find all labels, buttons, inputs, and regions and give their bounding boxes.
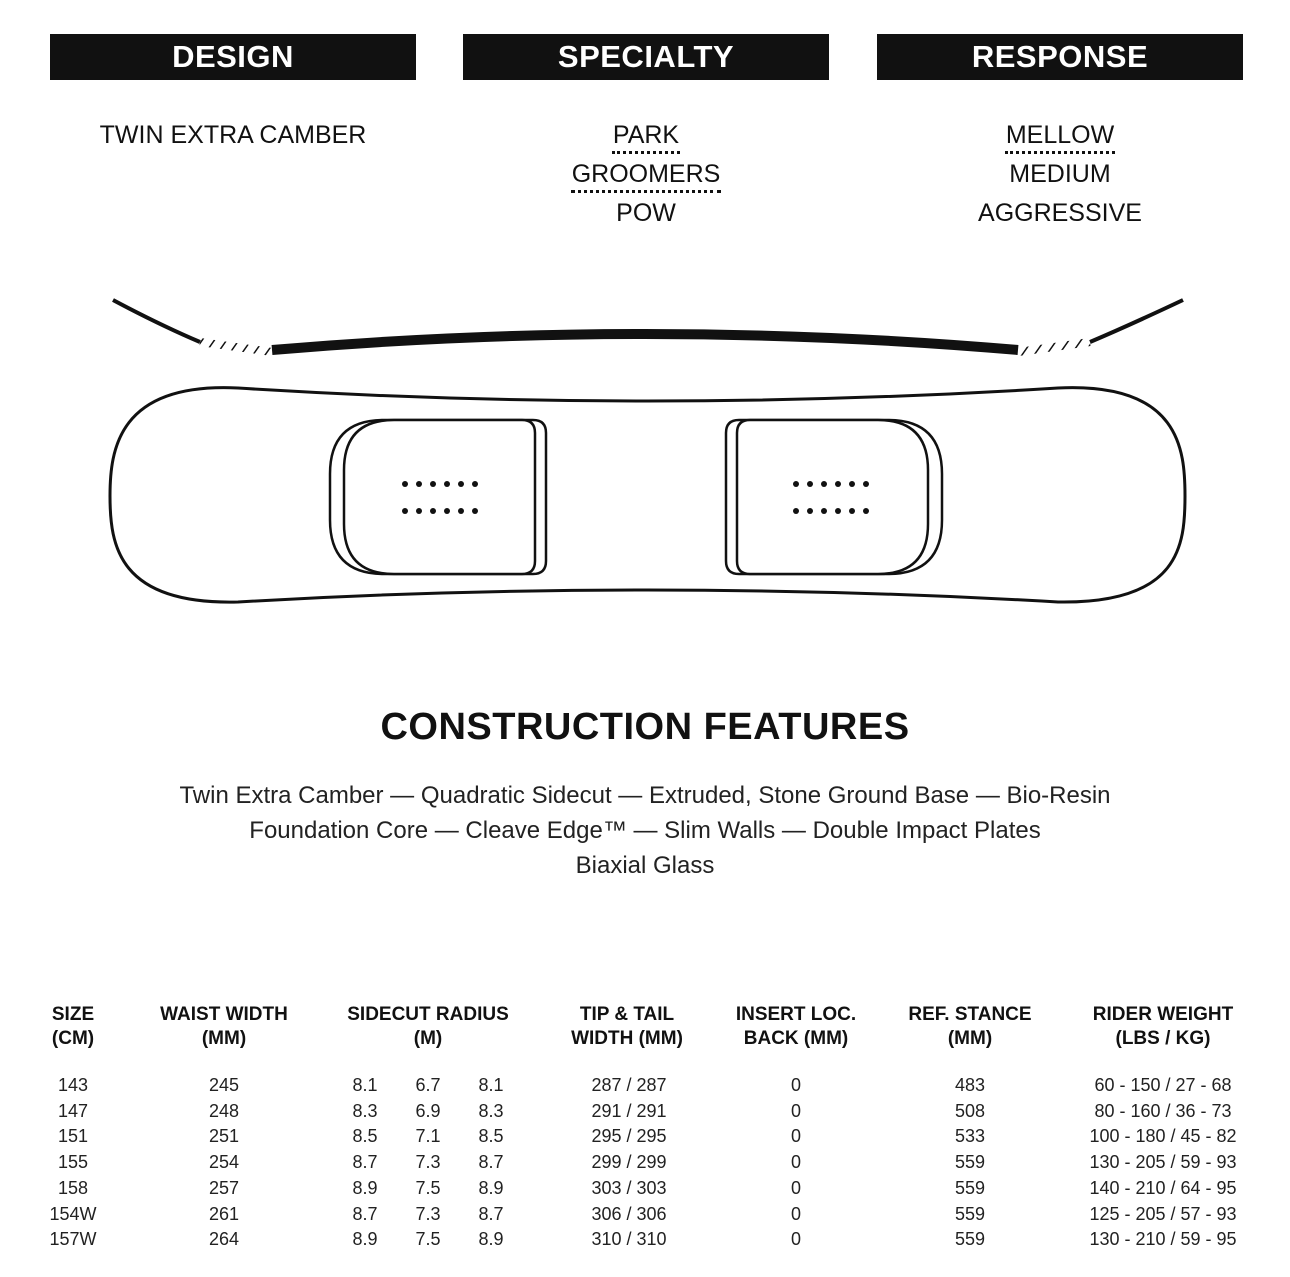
cell-size: 147 [57, 1100, 89, 1121]
construction-features [150, 778, 1140, 883]
construction-line: Twin Extra Camber — Quadratic Sidecut — Extruded, Stone Ground Base — Bio-Resin [179, 782, 1111, 809]
specialty-option-label: PARK [612, 121, 680, 154]
cell-insert-location: 0 [790, 1152, 802, 1173]
binding-right [726, 420, 942, 574]
cell-rider-weight: 80 - 160 / 36 - 73 [1094, 1100, 1232, 1121]
construction-title: CONSTRUCTION FEATURES [380, 706, 910, 748]
cell-size: 143 [57, 1075, 89, 1095]
camber-profile [113, 300, 1183, 352]
construction-line: Biaxial Glass [575, 852, 715, 879]
design-options [50, 116, 416, 155]
cell-sidecut-1: 8.9 [352, 1177, 378, 1198]
cell-ref-stance: 508 [954, 1100, 986, 1121]
cell-sidecut-2: 6.9 [415, 1100, 441, 1121]
cell-insert-location: 0 [790, 1100, 802, 1121]
cell-tip-tail-width: 291 / 291 [591, 1100, 667, 1121]
header-ref-stance: REF. STANCE (MM) [908, 1004, 1032, 1049]
design-header: DESIGN [50, 34, 416, 80]
snowboard-illustration [95, 290, 1195, 610]
cell-tip-tail-width: 295 / 295 [591, 1126, 667, 1147]
response-option-label: MELLOW [1005, 121, 1115, 154]
board-outline [110, 388, 1185, 602]
cell-sidecut-2: 7.3 [415, 1203, 441, 1224]
cell-tip-tail-width: 310 / 310 [591, 1229, 667, 1250]
cell-insert-location: 0 [790, 1126, 802, 1147]
specialty-options [463, 116, 829, 233]
header-rider-weight: RIDER WEIGHT (LBS / KG) [1092, 1004, 1234, 1049]
cell-sidecut-2: 7.5 [415, 1229, 441, 1250]
cell-size: 155 [57, 1152, 89, 1173]
response-option-medium [877, 155, 1243, 194]
cell-sidecut-3: 8.5 [478, 1126, 504, 1147]
cell-sidecut-3: 8.9 [478, 1177, 504, 1198]
cell-sidecut-1: 8.1 [352, 1075, 378, 1095]
cell-sidecut-1: 8.9 [352, 1229, 378, 1250]
cell-ref-stance: 559 [954, 1229, 986, 1250]
cell-ref-stance: 483 [954, 1075, 986, 1095]
cell-sidecut-1: 8.7 [352, 1152, 378, 1173]
header-insert-location: INSERT LOC. BACK (MM) [735, 1004, 857, 1049]
cell-sidecut-3: 8.7 [478, 1203, 504, 1224]
cell-sidecut-3: 8.7 [478, 1152, 504, 1173]
cell-sidecut-2: 7.5 [415, 1177, 441, 1198]
response-option-label: MEDIUM [1009, 160, 1111, 188]
binding-left [330, 420, 546, 574]
cell-ref-stance: 559 [954, 1177, 986, 1198]
cell-rider-weight: 130 - 205 / 59 - 93 [1089, 1152, 1237, 1173]
design-option-label: TWIN EXTRA CAMBER [99, 121, 367, 149]
cell-waist-width: 264 [208, 1229, 240, 1250]
construction-line: Foundation Core — Cleave Edge™ — Slim Walls — Double Impact Plates [249, 817, 1041, 844]
cell-insert-location: 0 [790, 1075, 802, 1095]
cell-insert-location: 0 [790, 1229, 802, 1250]
response-option-aggressive [877, 194, 1243, 233]
cell-rider-weight: 125 - 205 / 57 - 93 [1089, 1203, 1237, 1224]
specialty-header: SPECIALTY [463, 34, 829, 80]
cell-rider-weight: 140 - 210 / 64 - 95 [1089, 1177, 1237, 1198]
cell-sidecut-1: 8.7 [352, 1203, 378, 1224]
specialty-option-park [463, 116, 829, 155]
cell-size: 157W [49, 1229, 97, 1250]
response-option-mellow [877, 116, 1243, 155]
cell-tip-tail-width: 299 / 299 [591, 1152, 667, 1173]
cell-tip-tail-width: 306 / 306 [591, 1203, 667, 1224]
cell-size: 154W [49, 1203, 97, 1224]
design-option [50, 116, 416, 155]
cell-size: 151 [57, 1126, 89, 1147]
cell-rider-weight: 100 - 180 / 45 - 82 [1089, 1126, 1237, 1147]
cell-sidecut-3: 8.1 [478, 1075, 504, 1095]
cell-sidecut-2: 7.3 [415, 1152, 441, 1173]
specialty-option-pow [463, 194, 829, 233]
cell-sidecut-2: 6.7 [415, 1075, 441, 1095]
cell-insert-location: 0 [790, 1203, 802, 1224]
cell-ref-stance: 533 [954, 1126, 986, 1147]
cell-insert-location: 0 [790, 1177, 802, 1198]
header-waist-width: WAIST WIDTH (MM) [160, 1004, 288, 1049]
cell-ref-stance: 559 [954, 1152, 986, 1173]
cell-waist-width: 261 [208, 1203, 240, 1224]
cell-sidecut-3: 8.9 [478, 1229, 504, 1250]
cell-waist-width: 248 [208, 1100, 240, 1121]
response-header: RESPONSE [877, 34, 1243, 80]
cell-sidecut-1: 8.5 [352, 1126, 378, 1147]
cell-waist-width: 251 [208, 1126, 240, 1147]
specialty-option-label: POW [616, 199, 676, 227]
response-option-label: AGGRESSIVE [978, 199, 1142, 227]
response-options [877, 116, 1243, 233]
cell-sidecut-2: 7.1 [415, 1126, 441, 1147]
specialty-option-groomers [463, 155, 829, 194]
cell-waist-width: 245 [208, 1075, 240, 1095]
header-tip-tail-width: TIP & TAIL WIDTH (MM) [571, 1004, 683, 1049]
cell-tip-tail-width: 287 / 287 [591, 1075, 667, 1095]
cell-waist-width: 257 [208, 1177, 240, 1198]
cell-rider-weight: 60 - 150 / 27 - 68 [1094, 1075, 1232, 1095]
specialty-option-label: GROOMERS [571, 160, 722, 193]
header-size: SIZE (CM) [51, 1004, 95, 1049]
cell-waist-width: 254 [208, 1152, 240, 1173]
cell-sidecut-3: 8.3 [478, 1100, 504, 1121]
cell-sidecut-1: 8.3 [352, 1100, 378, 1121]
cell-rider-weight: 130 - 210 / 59 - 95 [1089, 1229, 1237, 1250]
header-sidecut-radius: SIDECUT RADIUS (M) [347, 1004, 509, 1049]
cell-ref-stance: 559 [954, 1203, 986, 1224]
cell-size: 158 [57, 1177, 89, 1198]
cell-tip-tail-width: 303 / 303 [591, 1177, 667, 1198]
